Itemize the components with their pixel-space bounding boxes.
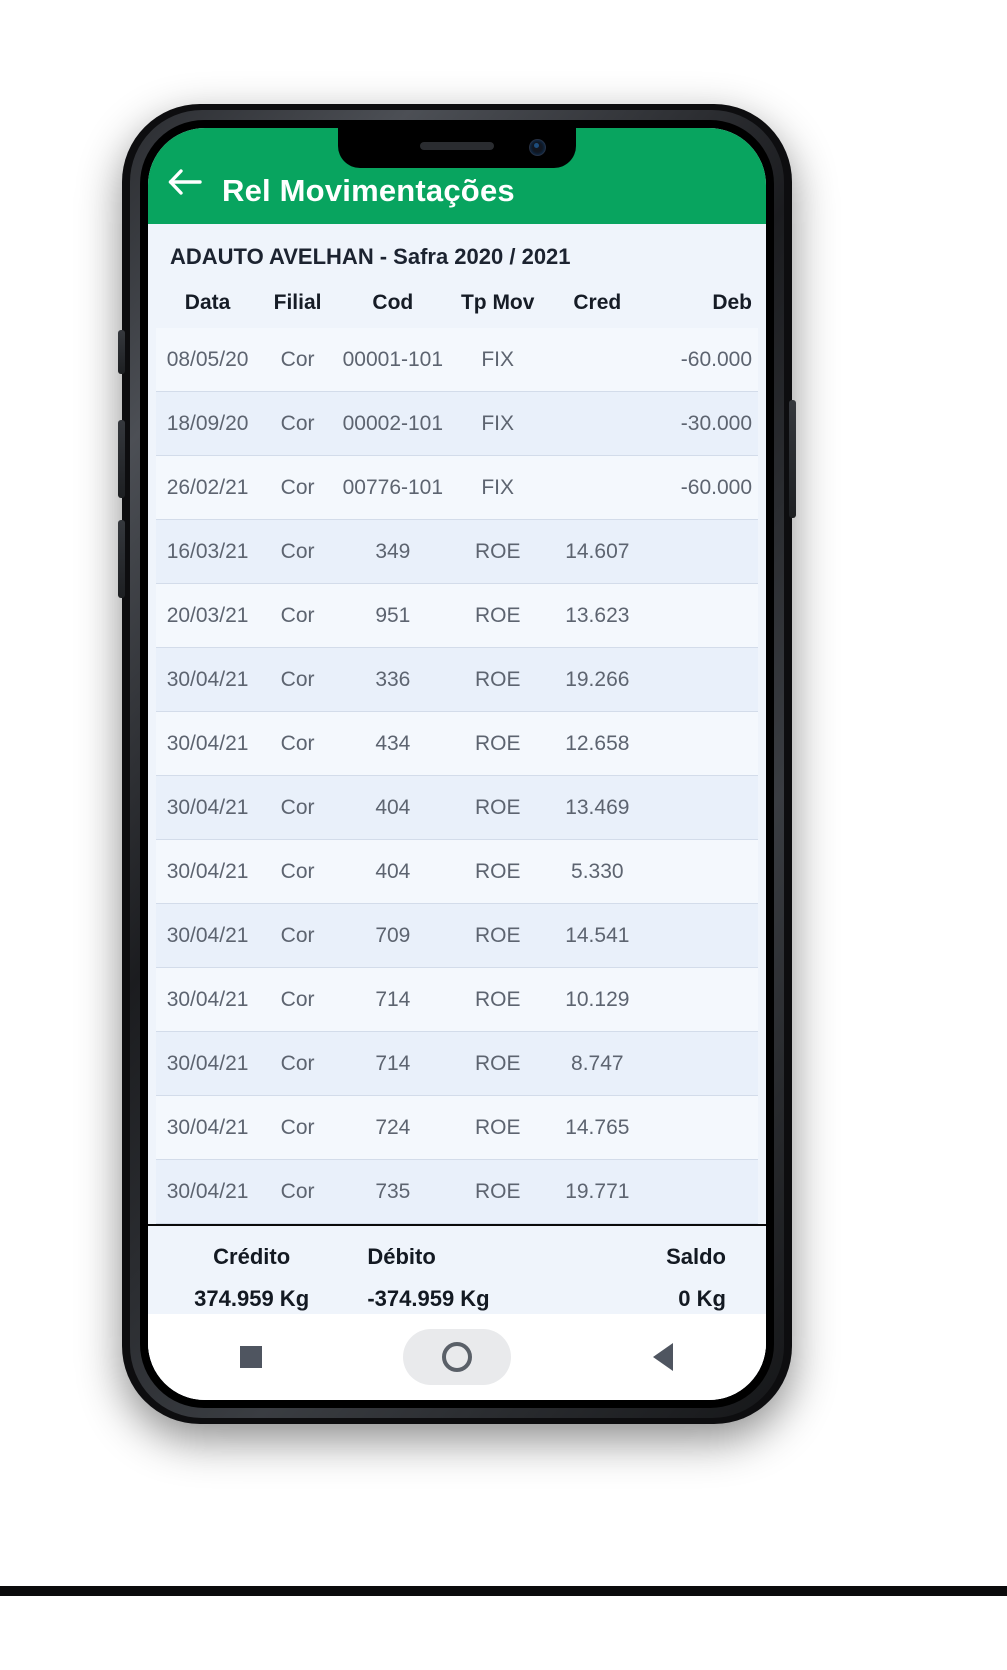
table-row[interactable] bbox=[156, 584, 758, 648]
phone-screen bbox=[148, 128, 766, 1400]
cell-filial: Cor bbox=[280, 987, 315, 1011]
table-row[interactable] bbox=[156, 840, 758, 904]
cell-cred: 8.747 bbox=[571, 1051, 624, 1075]
cell-cred: 14.541 bbox=[565, 923, 630, 947]
report-season: - Safra 2020 / 2021 bbox=[379, 244, 571, 269]
totals-label-debito: Débito bbox=[367, 1244, 436, 1269]
cell-tpmov: ROE bbox=[474, 1115, 521, 1139]
totals-label-credito: Crédito bbox=[213, 1244, 291, 1269]
cell-filial: Cor bbox=[280, 603, 315, 627]
home-pill bbox=[403, 1329, 511, 1385]
table-row[interactable] bbox=[156, 1096, 758, 1160]
cell-tpmov: ROE bbox=[474, 667, 521, 691]
column-header-data: Data bbox=[184, 291, 231, 314]
home-circle-icon bbox=[442, 1342, 472, 1372]
cell-data: 30/04/21 bbox=[166, 1051, 249, 1075]
movements-table bbox=[148, 278, 766, 1224]
cell-data: 30/04/21 bbox=[166, 731, 249, 755]
table-row[interactable] bbox=[156, 776, 758, 840]
cell-tpmov: FIX bbox=[481, 475, 515, 499]
cell-tpmov: ROE bbox=[474, 1179, 521, 1203]
home-button[interactable] bbox=[402, 1314, 512, 1400]
totals-kg-debito: -374.959 Kg bbox=[367, 1286, 490, 1311]
cell-tpmov: ROE bbox=[474, 923, 521, 947]
cell-cred: 19.771 bbox=[565, 1179, 630, 1203]
column-header-tpmov: Tp Mov bbox=[460, 291, 535, 314]
cell-data: 30/04/21 bbox=[166, 923, 249, 947]
cell-cod: 714 bbox=[375, 987, 411, 1011]
cell-filial: Cor bbox=[280, 859, 315, 883]
report-header bbox=[148, 224, 766, 278]
table-row[interactable] bbox=[156, 1160, 758, 1224]
power-button[interactable] bbox=[789, 400, 796, 518]
bottom-band bbox=[0, 1596, 1007, 1670]
cell-cod: 00002-101 bbox=[342, 411, 444, 435]
cell-tpmov: ROE bbox=[474, 1051, 521, 1075]
cell-cod: 404 bbox=[375, 859, 411, 883]
cell-data: 30/04/21 bbox=[166, 667, 249, 691]
cell-filial: Cor bbox=[280, 475, 315, 499]
cell-cred: 19.266 bbox=[565, 667, 630, 691]
cell-tpmov: ROE bbox=[474, 731, 521, 755]
phone-frame bbox=[130, 110, 784, 1418]
cell-data: 16/03/21 bbox=[166, 539, 249, 563]
cell-filial: Cor bbox=[280, 667, 315, 691]
cell-cred: 13.623 bbox=[565, 603, 630, 627]
earpiece-speaker bbox=[420, 142, 494, 150]
totals-kg-credito: 374.959 Kg bbox=[194, 1286, 310, 1311]
column-header-cod: Cod bbox=[372, 291, 414, 314]
front-camera-icon bbox=[529, 139, 546, 156]
cell-filial: Cor bbox=[280, 1115, 315, 1139]
cell-cod: 00776-101 bbox=[342, 475, 444, 499]
table-row[interactable] bbox=[156, 712, 758, 776]
cell-tpmov: FIX bbox=[481, 347, 515, 371]
volume-down-button[interactable] bbox=[118, 520, 125, 598]
cell-cred: 14.607 bbox=[565, 539, 630, 563]
cell-tpmov: FIX bbox=[481, 411, 515, 435]
cell-cred: 13.469 bbox=[565, 795, 630, 819]
cell-cod: 951 bbox=[375, 603, 411, 627]
recents-square-icon bbox=[240, 1346, 262, 1368]
cell-cod: 00001-101 bbox=[342, 347, 444, 371]
column-header-deb: Deb bbox=[712, 291, 753, 314]
cell-deb: -60.000 bbox=[680, 475, 753, 499]
cell-data: 08/05/20 bbox=[166, 347, 249, 371]
cell-deb: -30.000 bbox=[680, 411, 753, 435]
cell-data: 30/04/21 bbox=[166, 1179, 249, 1203]
table-row[interactable] bbox=[156, 328, 758, 392]
cell-data: 30/04/21 bbox=[166, 859, 249, 883]
bottom-divider bbox=[0, 1586, 1007, 1596]
cell-filial: Cor bbox=[280, 539, 315, 563]
cell-cred: 14.765 bbox=[565, 1115, 630, 1139]
cell-cod: 724 bbox=[375, 1115, 411, 1139]
table-row[interactable] bbox=[156, 968, 758, 1032]
cell-tpmov: ROE bbox=[474, 987, 521, 1011]
cell-tpmov: ROE bbox=[474, 603, 521, 627]
back-triangle-icon bbox=[653, 1343, 673, 1371]
table-row[interactable] bbox=[156, 1032, 758, 1096]
cell-filial: Cor bbox=[280, 795, 315, 819]
cell-data: 30/04/21 bbox=[166, 987, 249, 1011]
cell-tpmov: ROE bbox=[474, 539, 521, 563]
cell-data: 30/04/21 bbox=[166, 795, 249, 819]
cell-filial: Cor bbox=[280, 923, 315, 947]
cell-tpmov: ROE bbox=[474, 859, 521, 883]
phone-bezel bbox=[140, 120, 774, 1408]
cell-cod: 735 bbox=[375, 1179, 411, 1203]
cell-data: 18/09/20 bbox=[166, 411, 249, 435]
table-row[interactable] bbox=[156, 456, 758, 520]
table-row[interactable] bbox=[156, 648, 758, 712]
column-header-cred: Cred bbox=[573, 291, 622, 314]
totals-label-row bbox=[162, 1236, 752, 1278]
table-row[interactable] bbox=[156, 904, 758, 968]
cell-cod: 714 bbox=[375, 1051, 411, 1075]
cell-filial: Cor bbox=[280, 731, 315, 755]
phone-notch bbox=[338, 128, 576, 168]
cell-cod: 404 bbox=[375, 795, 411, 819]
cell-data: 20/03/21 bbox=[166, 603, 249, 627]
table-row[interactable] bbox=[156, 392, 758, 456]
cell-tpmov: ROE bbox=[474, 795, 521, 819]
table-header-row bbox=[156, 278, 758, 328]
cell-cod: 434 bbox=[375, 731, 411, 755]
cell-cod: 336 bbox=[375, 667, 411, 691]
back-button[interactable] bbox=[148, 156, 222, 208]
totals-label-saldo: Saldo bbox=[666, 1244, 726, 1269]
system-back-button[interactable] bbox=[608, 1314, 718, 1400]
cell-cred: 5.330 bbox=[571, 859, 624, 883]
mute-switch[interactable] bbox=[118, 330, 125, 374]
table-row[interactable] bbox=[156, 520, 758, 584]
cell-data: 26/02/21 bbox=[166, 475, 249, 499]
cell-cred: 10.129 bbox=[565, 987, 630, 1011]
cell-cred: 12.658 bbox=[565, 731, 630, 755]
cell-cod: 349 bbox=[375, 539, 411, 563]
cell-filial: Cor bbox=[280, 1051, 315, 1075]
cell-filial: Cor bbox=[280, 347, 315, 371]
cell-filial: Cor bbox=[280, 1179, 315, 1203]
cell-cod: 709 bbox=[375, 923, 411, 947]
volume-up-button[interactable] bbox=[118, 420, 125, 498]
cell-data: 30/04/21 bbox=[166, 1115, 249, 1139]
totals-kg-saldo: 0 Kg bbox=[678, 1286, 726, 1311]
cell-deb: -60.000 bbox=[680, 347, 753, 371]
page-title: Rel Movimentações bbox=[222, 173, 515, 208]
report-client-name: ADAUTO AVELHAN bbox=[170, 244, 374, 269]
android-navigation-bar bbox=[148, 1314, 766, 1400]
arrow-left-icon bbox=[167, 167, 203, 197]
column-header-filial: Filial bbox=[273, 291, 322, 314]
cell-filial: Cor bbox=[280, 411, 315, 435]
recents-button[interactable] bbox=[196, 1314, 306, 1400]
